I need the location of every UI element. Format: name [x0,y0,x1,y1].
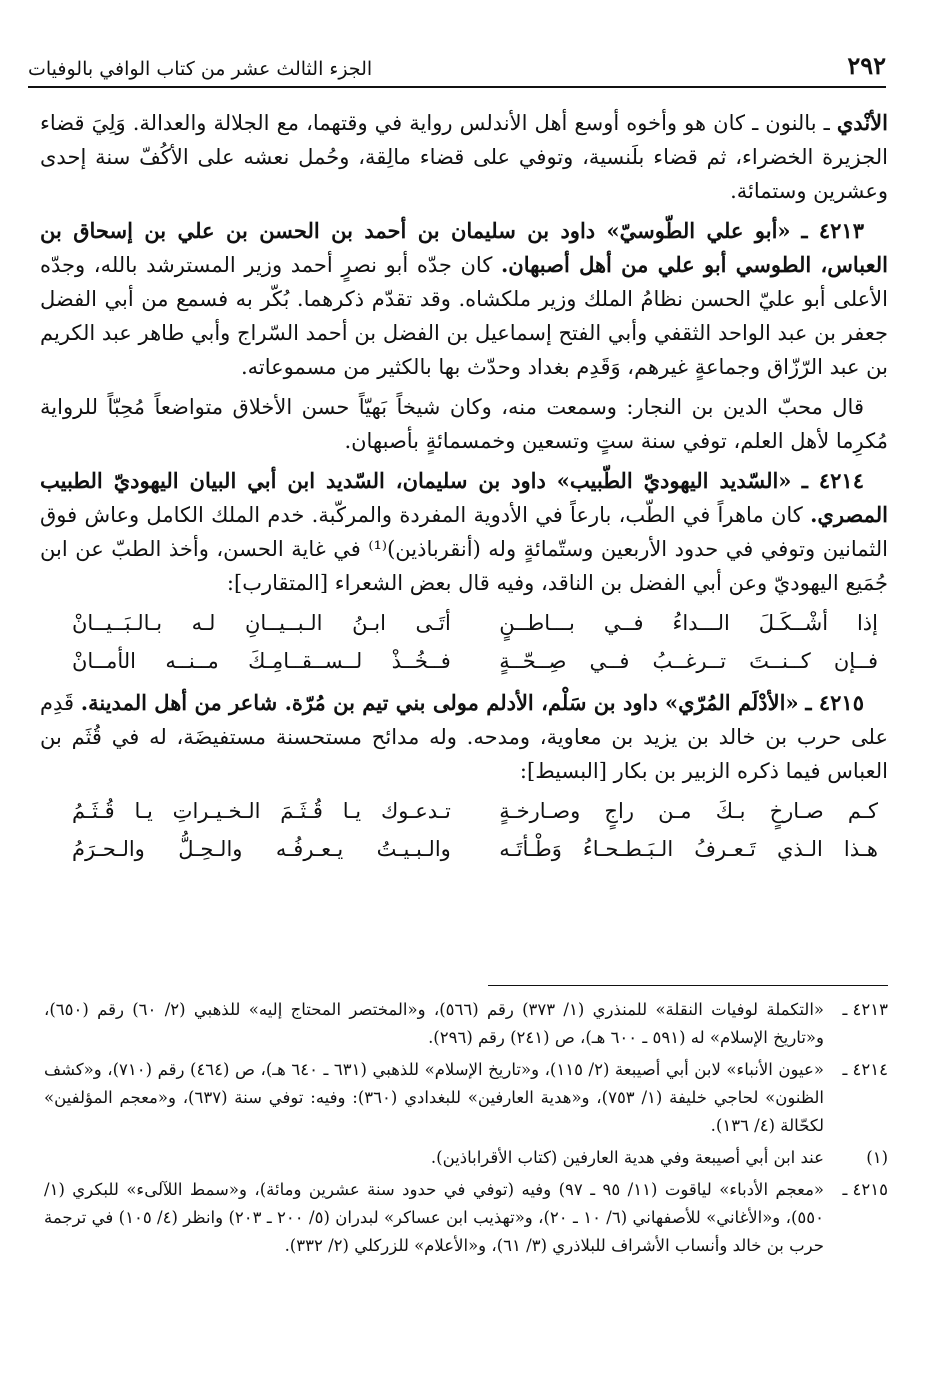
verse-second-hemistich: والـبـيـتُ يـعـرفُـه والـحِـلُّ والـحـرَمُ [72,837,451,861]
entry-heading: «السّديد اليهوديّ الطّبيب» داود بن سليمان، السّديد ابن أبي البيان اليهوديّ الطبيب المصري. [40,468,888,527]
verse-first-hemistich: كـم صـارخٍ بـكَ مـن راجٍ وصـارخـةٍ [499,799,878,823]
entry-4215 [40,686,888,788]
entry-text: كان ماهراً في الطّب، بارعاً في الأدوية المفردة والمركّبة. خدم الملك الكامل وعاش فوق الثمانين وتوفي في حدود الأربعين وستّمائةٍ وله (أنقرباذين)⁽¹⁾ في غاية الحسن، وأخذ الطبّ عن ابن جُمَيع اليهوديّ وعن أبي الفضل بن الناقد، وفيه قال بعض الشعراء [المتقارب]: [40,503,888,595]
footnote-number: ٤٢١٤ ـ [842,1060,888,1079]
entry-heading: «الأدْلَم المُرّي» داود بن سَلْم، الأدلم مولى بني تيم بن مُرّة. شاعر من أهل المدينة. [80,690,799,715]
verse-first-hemistich: إذا أشْــكَـلَ الـــداءُ فــي بـــاطــنٍ [499,611,878,635]
paragraph-andalus [40,106,888,208]
entry-4213 [40,214,888,384]
entry-text: قَدِم على حرب بن خالد بن يزيد بن معاوية، ومدحه. وله مدائح مستحسنة مستفيضَة، له في قُثَم بن العباس فيما ذكره الزبير بن بكار [البسيط]: [40,691,888,783]
footnote-number: ٤٢١٥ ـ [842,1180,888,1199]
verse-second-hemistich: أتَـى ابـنُ الـبــيــانِ لـه بـالـبَــيــانْ [72,611,451,635]
entry-text: كان جدّه أبو نصرٍ أحمد وزير المسترشد بالله، وجدّه الأعلى أبو عليّ الحسن نظامُ الملك وزير ملكشاه. وقد تقدّم ذكرهما. بُكّر به فسمع من أبي الفضل جعفر بن عبد الواحد الثقفي وأبي الفتح إسماعيل بن الفضل بن أحمد السّراج وأبي طاهر عبد الكريم بن عبد الرّزّاق وجماعةٍ غيرهم، وَقَدِم بغداد وحدّث بها بالكثير من مسموعاته. [40,253,888,379]
footnote-number: ٤٢١٣ ـ [842,1000,888,1019]
running-header [28,36,886,88]
verse-first-hemistich: فــإن كــنــتَ تــرغــبُ فــي صِــحّــةٍ [499,649,878,673]
running-title: الجزء الثالث عشر من كتاب الوافي بالوفيات [28,58,373,80]
verse-line [40,642,888,680]
footnotes [44,996,888,1264]
footnote-divider [488,985,888,986]
verse-block-1 [40,604,888,680]
main-text [40,106,888,874]
verse-first-hemistich: هـذا الـذي تَـعـرفُ الـبَـطـحـاءُ وَطْـأتَـه [499,837,878,861]
entry-number: ٤٢١٤ ـ [801,468,864,493]
verse-line [40,830,888,868]
entry-number: ٤٢١٥ ـ [805,690,864,715]
footnote [44,1144,888,1172]
footnote-text: «عيون الأنباء» لابن أبي أصيبعة (٢/ ١١٥)، و«تاريخ الإسلام» للذهبي (٦٣١ ـ ٦٤٠ هـ)، ص (٤٦٤) رقم (٧١٠)، و«كشف الظنون» لحاجي خليفة (١/ ٧٥٣)، و«هدية العارفين» للبغدادي (٣٦٠): وفيه: توفي سنة (٦٣٧)، و«معجم المؤلفين» لكحّالة (٤/ ١٣٦). [44,1060,825,1135]
verse-second-hemistich: تـدعـوك يـا قُـثَـمَ الـخـيـراتِ يـا قُـثَـمُ [72,799,451,823]
footnote-text: «التكملة لوفيات النقلة» للمنذري (١/ ٣٧٣) رقم (٥٦٦)، و«المختصر المحتاج إليه» للذهبي (٢/ ٦٠) رقم (٦٥٠)، و«تاريخ الإسلام» له (٥٩١ ـ ٦٠٠ هـ)، ص (٢٤١) رقم (٢٩٦). [44,1000,825,1047]
footnote-number: (١) [866,1148,888,1167]
verse-line [40,604,888,642]
paragraph-najjar [40,390,888,458]
footnote-text: «معجم الأدباء» لياقوت (١١/ ٩٥ ـ ٩٧) وفيه (توفي في حدود سنة عشرين ومائة)، و«سمط اللآلىء» للبكري (١/ ٥٥٠)، و«الأغاني» للأصفهاني (٦/ ١٠ ـ ٢٠)، و«تهذيب ابن عساكر» لبدران (٥/ ٢٠٠ ـ ٢٠٣) وانظر (٤/ ١٠٥) في ترجمة حرب بن خالد وأنساب الأشراف للبلاذري (٣/ ٦١)، و«الأعلام» للزركلي (٢/ ٣٣٢). [44,1180,825,1255]
paragraph-text: ـ بالنون ـ كان هو وأخوه أوسع أهل الأندلس رواية في وقتهما، مع الجلالة والعدالة. وَلِيَ قضاء الجزيرة الخضراء، ثم قضاء بلَنسية، وتوفي على قضاء مالِقة، وحُمل نعشه على الأكُفّ سنة إحدى وعشرين وستمائة. [40,111,888,203]
entry-4214 [40,464,888,600]
entry-number: ٤٢١٣ ـ [801,218,864,243]
entry-heading: «أبو علي الطّوسيّ» داود بن سليمان بن أحمد بن الحسن بن علي بن إسحاق بن العباس، الطوسي أبو علي من أهل أصبهان. [40,218,888,277]
verse-line [40,792,888,830]
footnote-text: عند ابن أبي أصيبعة وفي هدية العارفين (كتاب الأقراباذين). [430,1148,824,1167]
verse-second-hemistich: فــخُــذْ لــســقــامِـكَ مــنــه الأمــانْ [72,649,451,673]
paragraph-text: قال محبّ الدين بن النجار: وسمعت منه، وكان شيخاً بَهيّاً حسن الأخلاق متواضعاً مُحِبّاً للرواية مُكرِما لأهل العلم، توفي سنة ستٍ وتسعين وخمسمائةٍ بأصبهان. [40,395,888,453]
footnote [44,996,888,1052]
page-number: ٢٩٢ [847,51,886,80]
verse-block-2 [40,792,888,868]
footnote [44,1056,888,1140]
entry-name-tail: الأنْدي [836,110,888,135]
footnote [44,1176,888,1260]
